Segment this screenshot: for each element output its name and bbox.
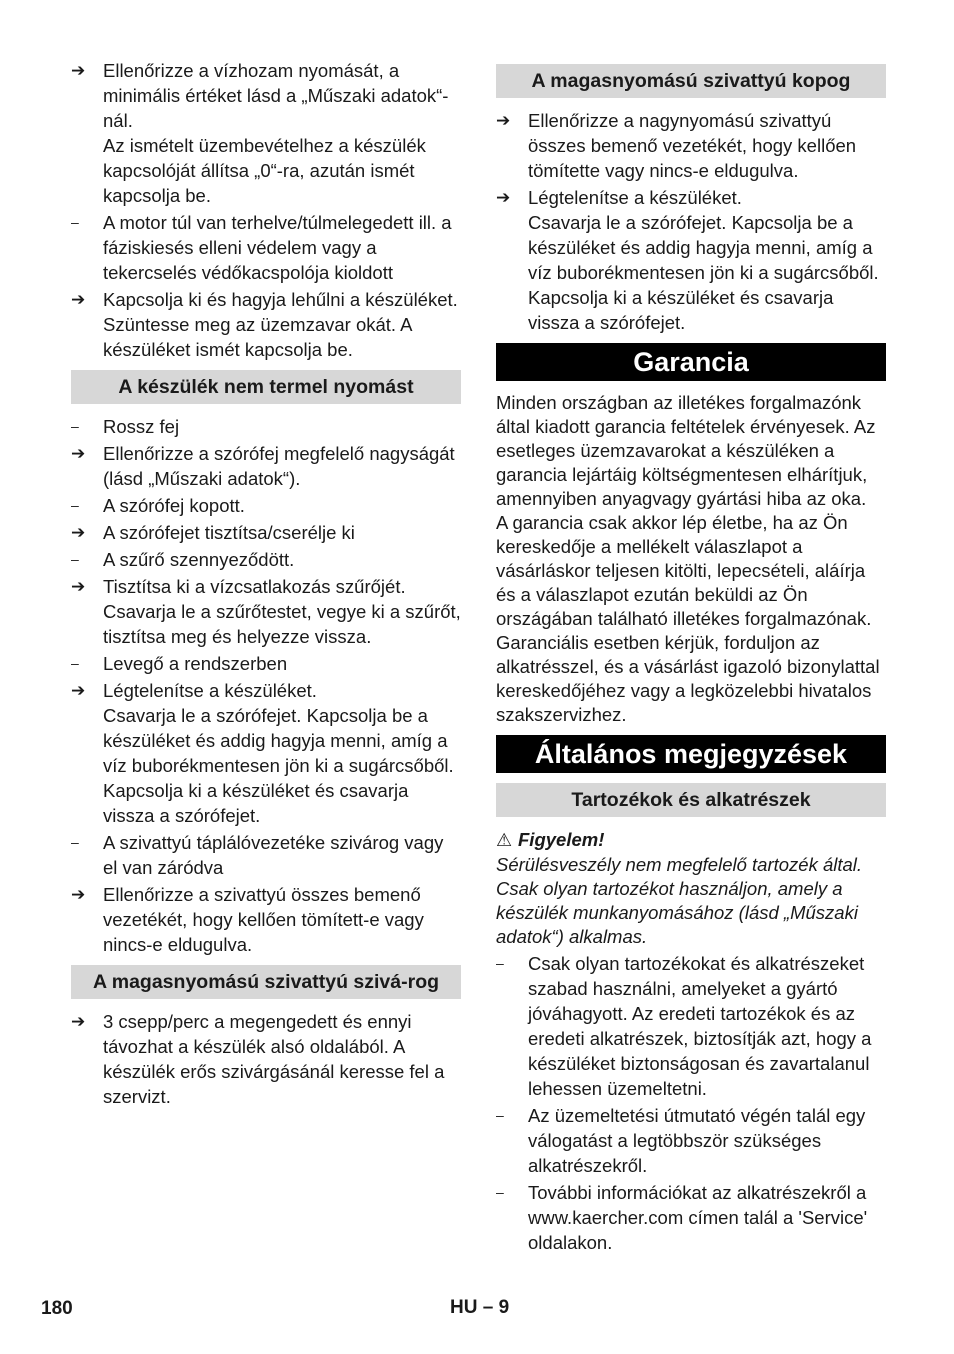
subsection-heading-accessories: Tartozékok és alkatrészek: [496, 783, 886, 817]
warranty-paragraph: A garancia csak akkor lép életbe, ha az Ön kereskedője a mellékelt válaszlapot a vásárláskor teljesen kitölti, lepecsételi, aláírja és a válaszlapot ezután beküldi az Ön országában található illetékes forgalmazónak.: [496, 512, 872, 629]
list-item-cause: [71, 547, 461, 572]
section-heading-warranty: Garancia: [496, 343, 886, 381]
list-item-continuation: [71, 703, 461, 828]
warning-label: Figyelem!: [518, 829, 605, 850]
list-item-arrow: [496, 185, 886, 210]
dash-icon: –: [71, 655, 79, 671]
list-item-cause: [71, 493, 461, 518]
dash-icon: –: [71, 497, 79, 513]
instruction-text: Ellenőrizze a szórófej megfelelő nagyságát (lásd „Műszaki adatok“).: [103, 443, 455, 489]
list-item-arrow: [71, 441, 461, 491]
instruction-detail: Csavarja le a szórófejet. Kapcsolja be a készüléket és addig hagyja menni, amíg a víz buborékmentesen jön ki a sugárcsőből. Kapcsolja ki a készüléket és csavarja vissza a szórófejet.: [528, 212, 879, 333]
instruction-text: Kapcsolja ki és hagyja lehűlni a készüléket. Szüntesse meg az üzemzavar okát. A készüléket ismét kapcsolja be.: [103, 289, 458, 360]
left-column: [71, 58, 461, 1109]
section-heading-pump-leaking: A magasnyomású szivattyú szivá-rog: [71, 965, 461, 999]
dash-icon: –: [71, 214, 79, 230]
arrow-icon: ➔: [71, 577, 86, 596]
section-heading-no-pressure: A készülék nem termel nyomást: [71, 370, 461, 404]
dash-icon: –: [71, 418, 79, 434]
dash-icon: –: [71, 551, 79, 567]
page-number: 180: [41, 1298, 73, 1319]
dash-icon: –: [71, 834, 79, 850]
section-heading-general-notes: Általános megjegyzések: [496, 735, 886, 773]
warranty-paragraph: Minden országban az illetékes forgalmazónk által kiadott garancia feltételek érvényesek. Az esetleges üzemzavarokat a készüléken a garancia lejártáig költségmentesen elhárítjuk, amennyiben anyagvagy gyártási hiba az oka.: [496, 392, 876, 509]
list-item-cause: [71, 651, 461, 676]
list-item-arrow: [71, 678, 461, 703]
arrow-icon: ➔: [71, 885, 86, 904]
list-item-arrow: [71, 574, 461, 599]
list-item-continuation: [71, 599, 461, 649]
cause-text: Rossz fej: [103, 416, 180, 437]
cause-text: A szivattyú táplálóvezetéke szivárog vagy el van záródva: [103, 832, 444, 878]
note-text: Csak olyan tartozékokat és alkatrészeket szabad használni, amelyeket a gyártó jóváhagyott. Az eredeti tartozékok és az eredeti alkatrészek, biztosítják azt, hogy a készüléket biztonságosan és zavartalanul lehessen üzemeltetni.: [528, 953, 872, 1099]
list-item-arrow: [71, 58, 461, 133]
dash-icon: –: [496, 1184, 504, 1200]
instruction-text: Tisztítsa ki a vízcsatlakozás szűrőjét.: [103, 576, 406, 597]
arrow-icon: ➔: [71, 444, 86, 463]
list-item-cause: [71, 830, 461, 880]
list-item-note: [496, 951, 886, 1101]
cause-text: A motor túl van terhelve/túlmelegedett ill. a fáziskiesés elleni védelem vagy a tekercselés védőkacspolója kioldott: [103, 212, 452, 283]
instruction-text: Ellenőrizze a szivattyú összes bemenő vezetékét, hogy kellően tömített-e vagy nincs-e eldugulva.: [103, 884, 424, 955]
arrow-icon: ➔: [496, 111, 511, 130]
instruction-text: Ellenőrizze a nagynyomású szivattyú összes bemenő vezetékét, hogy kellően tömítette vagy nincs-e eldugulva.: [528, 110, 857, 181]
section-heading-pump-knocking: A magasnyomású szivattyú kopog: [496, 64, 886, 98]
warranty-paragraph: Garanciális esetben kérjük, forduljon az alkatrésszel, és a vásárlást igazoló bizonylattal kereskedőjéhez vagy a legközelebbi hivatalos szakszervizhez.: [496, 632, 880, 725]
dash-icon: –: [496, 1107, 504, 1123]
list-item-cause: [71, 210, 461, 285]
note-text: További információkat az alkatrészekről a www.kaercher.com címen talál a 'Service' oldalakon.: [528, 1182, 868, 1253]
instruction-detail: Csavarja le a szűrőtestet, vegye ki a szűrőt, tisztítsa meg és helyezze vissza.: [103, 601, 461, 647]
list-item-continuation: [71, 133, 461, 208]
instruction-text: Légtelenítse a készüléket.: [528, 187, 742, 208]
language-page-label: HU – 9: [450, 1297, 510, 1318]
dash-icon: –: [496, 955, 504, 971]
instruction-detail: Az ismételt üzembevételhez a készülék kapcsolóját állítsa „0“-ra, azután ismét kapcsolja be.: [103, 135, 426, 206]
list-item-cause: [71, 414, 461, 439]
list-item-arrow: [71, 1009, 461, 1109]
instruction-text: A szórófejet tisztítsa/cserélje ki: [103, 522, 355, 543]
note-text: Az üzemeltetési útmutató végén talál egy válogatást a legtöbbször szükséges alkatrészekről.: [528, 1105, 866, 1176]
cause-text: A szórófej kopott.: [103, 495, 245, 516]
instruction-text: Légtelenítse a készüléket.: [103, 680, 317, 701]
instruction-text: 3 csepp/perc a megengedett és ennyi távozhat a készülék alsó oldalából. A készülék erős szivárgásánál keresse fel a szervizt.: [103, 1011, 445, 1107]
list-item-arrow: [71, 882, 461, 957]
arrow-icon: ➔: [71, 523, 86, 542]
cause-text: A szűrő szennyeződött.: [103, 549, 295, 570]
list-item-note: [496, 1103, 886, 1178]
list-item-continuation: [496, 210, 886, 335]
list-item-arrow: [71, 520, 461, 545]
instruction-detail: Csavarja le a szórófejet. Kapcsolja be a készüléket és addig hagyja menni, amíg a víz buborékmentesen jön ki a sugárcsőből. Kapcsolja ki a készüléket és csavarja vissza a szórófejet.: [103, 705, 454, 826]
arrow-icon: ➔: [71, 61, 86, 80]
arrow-icon: ➔: [71, 290, 86, 309]
list-item-arrow: [496, 108, 886, 183]
warning-heading: [496, 827, 886, 853]
arrow-icon: ➔: [71, 1012, 86, 1031]
warning-text: Sérülésveszély nem megfelelő tartozék által. Csak olyan tartozékot használjon, amely a készülék munkanyomásához (lásd „Műszaki adatok“) alkalmas.: [496, 854, 863, 947]
arrow-icon: ➔: [496, 188, 511, 207]
right-column: [496, 60, 886, 1255]
arrow-icon: ➔: [71, 681, 86, 700]
cause-text: Levegő a rendszerben: [103, 653, 288, 674]
list-item-arrow: [71, 287, 461, 362]
list-item-note: [496, 1180, 886, 1255]
instruction-text: Ellenőrizze a vízhozam nyomását, a minimális értéket lásd a „Műszaki adatok“-nál.: [103, 60, 449, 131]
warning-icon: ⚠: [496, 830, 513, 850]
